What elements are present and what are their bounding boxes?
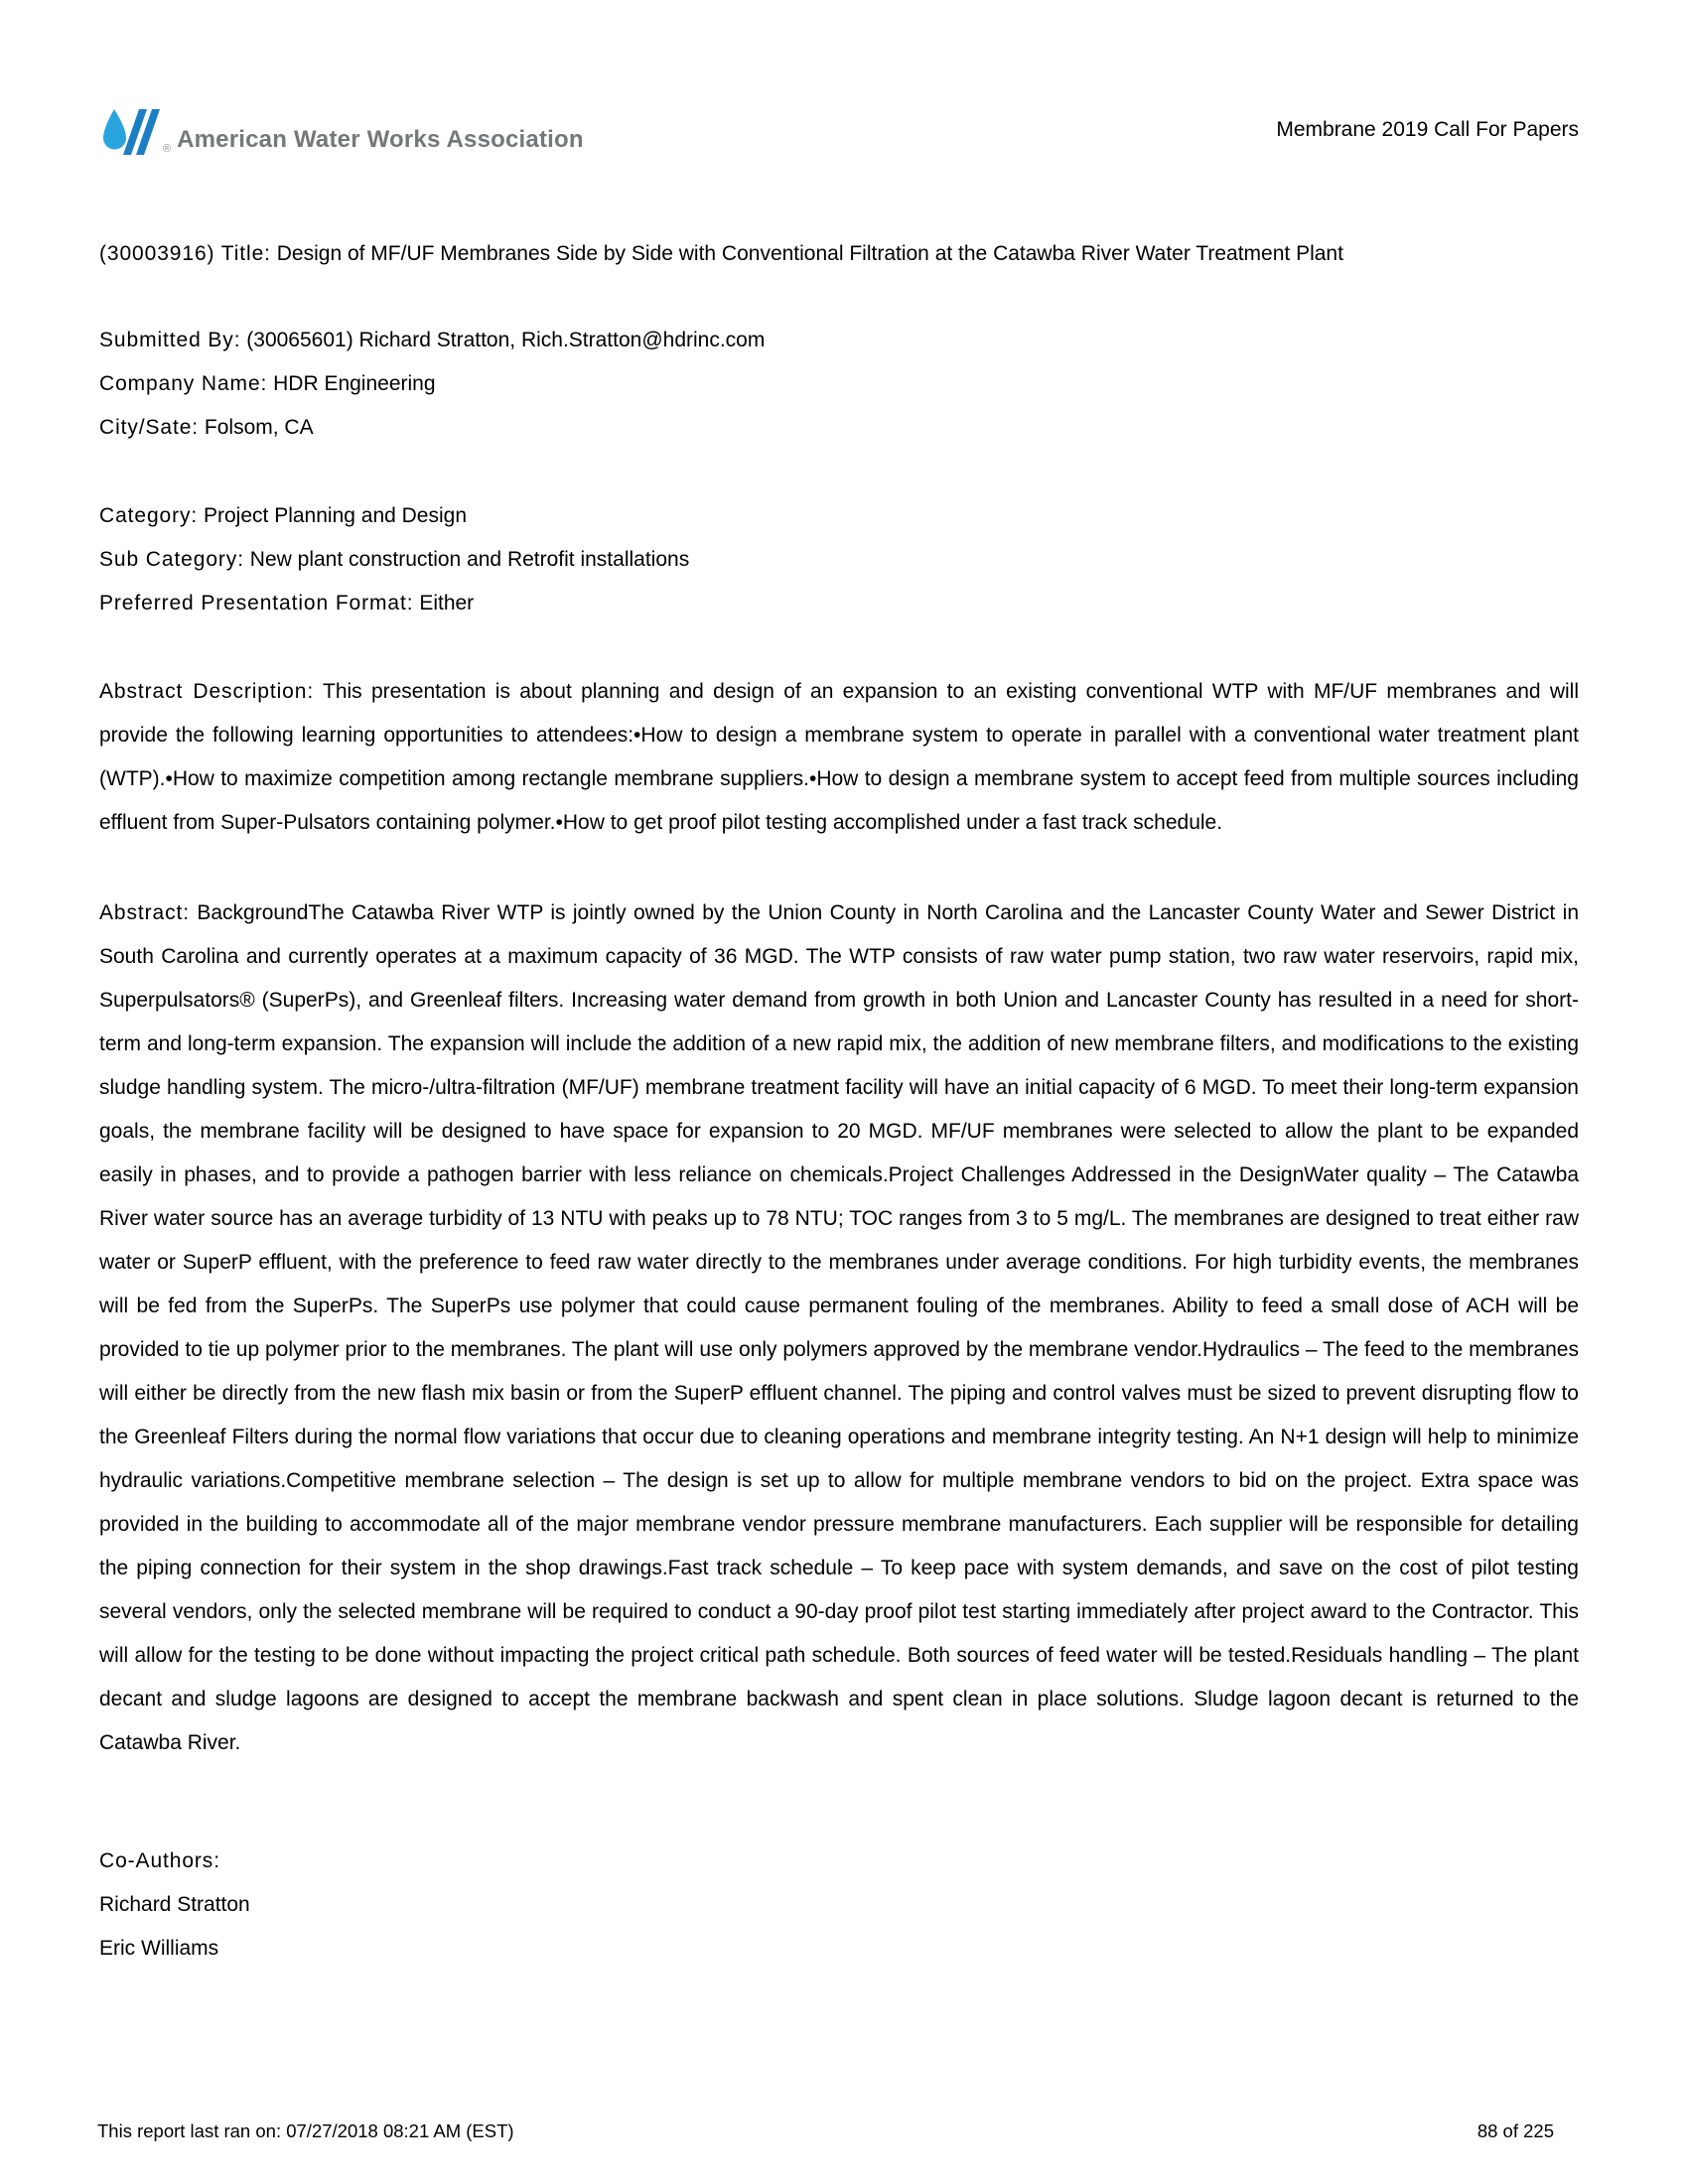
- submitted-by-value: (30065601) Richard Stratton, Rich.Stratton@hdrinc.com: [246, 329, 766, 351]
- abstract-description-paragraph: [99, 670, 1579, 845]
- co-author-name: Eric Williams: [99, 1937, 219, 1960]
- company-name-label: Company Name:: [99, 372, 268, 395]
- awwa-logo-mark: [99, 103, 161, 159]
- title-label: (30003916) Title:: [99, 242, 271, 265]
- report-run-timestamp: This report last ran on: 07/27/2018 08:21 AM (EST): [97, 2120, 514, 2141]
- category-label: Category:: [99, 504, 199, 527]
- submitted-by-label: Submitted By:: [99, 329, 241, 351]
- company-name-line: [99, 362, 1579, 406]
- co-authors-block: [99, 1840, 1579, 1971]
- page-number: 88 of 225: [1477, 2120, 1554, 2141]
- registered-trademark-symbol: ®: [163, 143, 172, 155]
- abstract-label: Abstract:: [99, 901, 190, 924]
- title-value: Design of MF/UF Membranes Side by Side with Conventional Filtration at the Catawba River Water Treatment Plant: [276, 242, 1343, 265]
- water-drop-icon: [99, 103, 161, 159]
- category-value: Project Planning and Design: [204, 504, 468, 527]
- submitted-by-line: [99, 319, 1579, 362]
- presentation-format-value: Either: [419, 592, 475, 614]
- sub-category-line: [99, 538, 1579, 582]
- footer: [97, 2120, 1554, 2142]
- presentation-format-line: [99, 582, 1579, 625]
- abstract-paragraph: [99, 891, 1579, 1765]
- abstract-text: BackgroundThe Catawba River WTP is jointly owned by the Union County in North Carolina and the Lancaster County Water and Sewer District in South Carolina and currently operates at a maximum capacity of 36 MGD. The WTP consists of raw water pump station, two raw water reservoirs, rapid mix, Superpulsators® (SuperPs), and Greenleaf filters. Increasing water demand from growth in both Union and Lancaster County has resulted in a need for short-term and long-term expansion. The expansion will include the addition of a new rapid mix, the addition of new membrane filters, and modifications to the existing sludge handling system. The micro-/ultra-filtration (MF/UF) membrane treatment facility will have an initial capacity of 6 MGD. To meet their long-term expansion goals, the membrane facility will be designed to have space for expansion to 20 MGD. MF/UF membranes were selected to allow the plant to be expanded easily in phases, and to provide a pathogen barrier with less reliance on chemicals.Project Challenges Addressed in the DesignWater quality – The Catawba River water source has an average turbidity of 13 NTU with peaks up to 78 NTU; TOC ranges from 3 to 5 mg/L. The membranes are designed to treat either raw water or SuperP effluent, with the preference to feed raw water directly to the membranes under average conditions. For high turbidity events, the membranes will be fed from the SuperPs. The SuperPs use polymer that could cause permanent fouling of the membranes. Ability to feed a small dose of ACH will be provided to tie up polymer prior to the membranes. The plant will use only polymers approved by the membrane vendor.Hydraulics – The feed to the membranes will either be directly from the new flash mix basin or from the SuperP effluent channel. The piping and control valves must be sized to prevent disrupting flow to the Greenleaf Filters during the normal flow variations that occur due to cleaning operations and membrane integrity testing. An N+1 design will help to minimize hydraulic variations.Competitive membrane selection – The design is set up to allow for multiple membrane vendors to bid on the project. Extra space was provided in the building to accommodate all of the major membrane vendor pressure membrane manufacturers. Each supplier will be responsible for detailing the piping connection for their system in the shop drawings.Fast track schedule – To keep pace with system demands, and save on the cost of pilot testing several vendors, only the selected membrane will be required to conduct a 90-day proof pilot test starting immediately after project award to the Contractor. This will allow for the testing to be done without impacting the project critical path schedule. Both sources of feed water will be tested.Residuals handling – The plant decant and sludge lagoons are designed to accept the membrane backwash and spent clean in place solutions. Sludge lagoon decant is returned to the Catawba River.: [99, 901, 1579, 1754]
- awwa-logo: [99, 103, 584, 159]
- submitter-block: [99, 319, 1579, 450]
- city-state-label: City/Sate:: [99, 416, 200, 439]
- sub-category-label: Sub Category:: [99, 548, 244, 571]
- abstract-description-text: This presentation is about planning and design of an expansion to an existing conventional WTP with MF/UF membranes and will provide the following learning opportunities to attendees:•How to design a membrane system to operate in parallel with a conventional water treatment plant (WTP).•How to maximize competition among rectangle membrane suppliers.•How to design a membrane system to accept feed from multiple sources including effluent from Super-Pulsators containing polymer.•How to get proof pilot testing accomplished under a fast track schedule.: [99, 680, 1580, 834]
- logo-org-name: American Water Works Association: [177, 126, 584, 153]
- company-name-value: HDR Engineering: [273, 372, 436, 395]
- abstract-title-line: [99, 232, 1579, 276]
- co-author-name: Richard Stratton: [99, 1893, 250, 1916]
- city-state-value: Folsom, CA: [204, 416, 314, 439]
- city-state-line: [99, 406, 1579, 450]
- sub-category-value: New plant construction and Retrofit installations: [249, 548, 690, 571]
- presentation-format-label: Preferred Presentation Format:: [99, 592, 414, 614]
- report-title: Membrane 2019 Call For Papers: [1276, 118, 1579, 141]
- category-line: [99, 494, 1579, 538]
- page-header: [99, 103, 1579, 159]
- abstract-description-label: Abstract Description:: [99, 680, 315, 703]
- co-authors-heading: Co-Authors:: [99, 1849, 220, 1872]
- classification-block: [99, 494, 1579, 625]
